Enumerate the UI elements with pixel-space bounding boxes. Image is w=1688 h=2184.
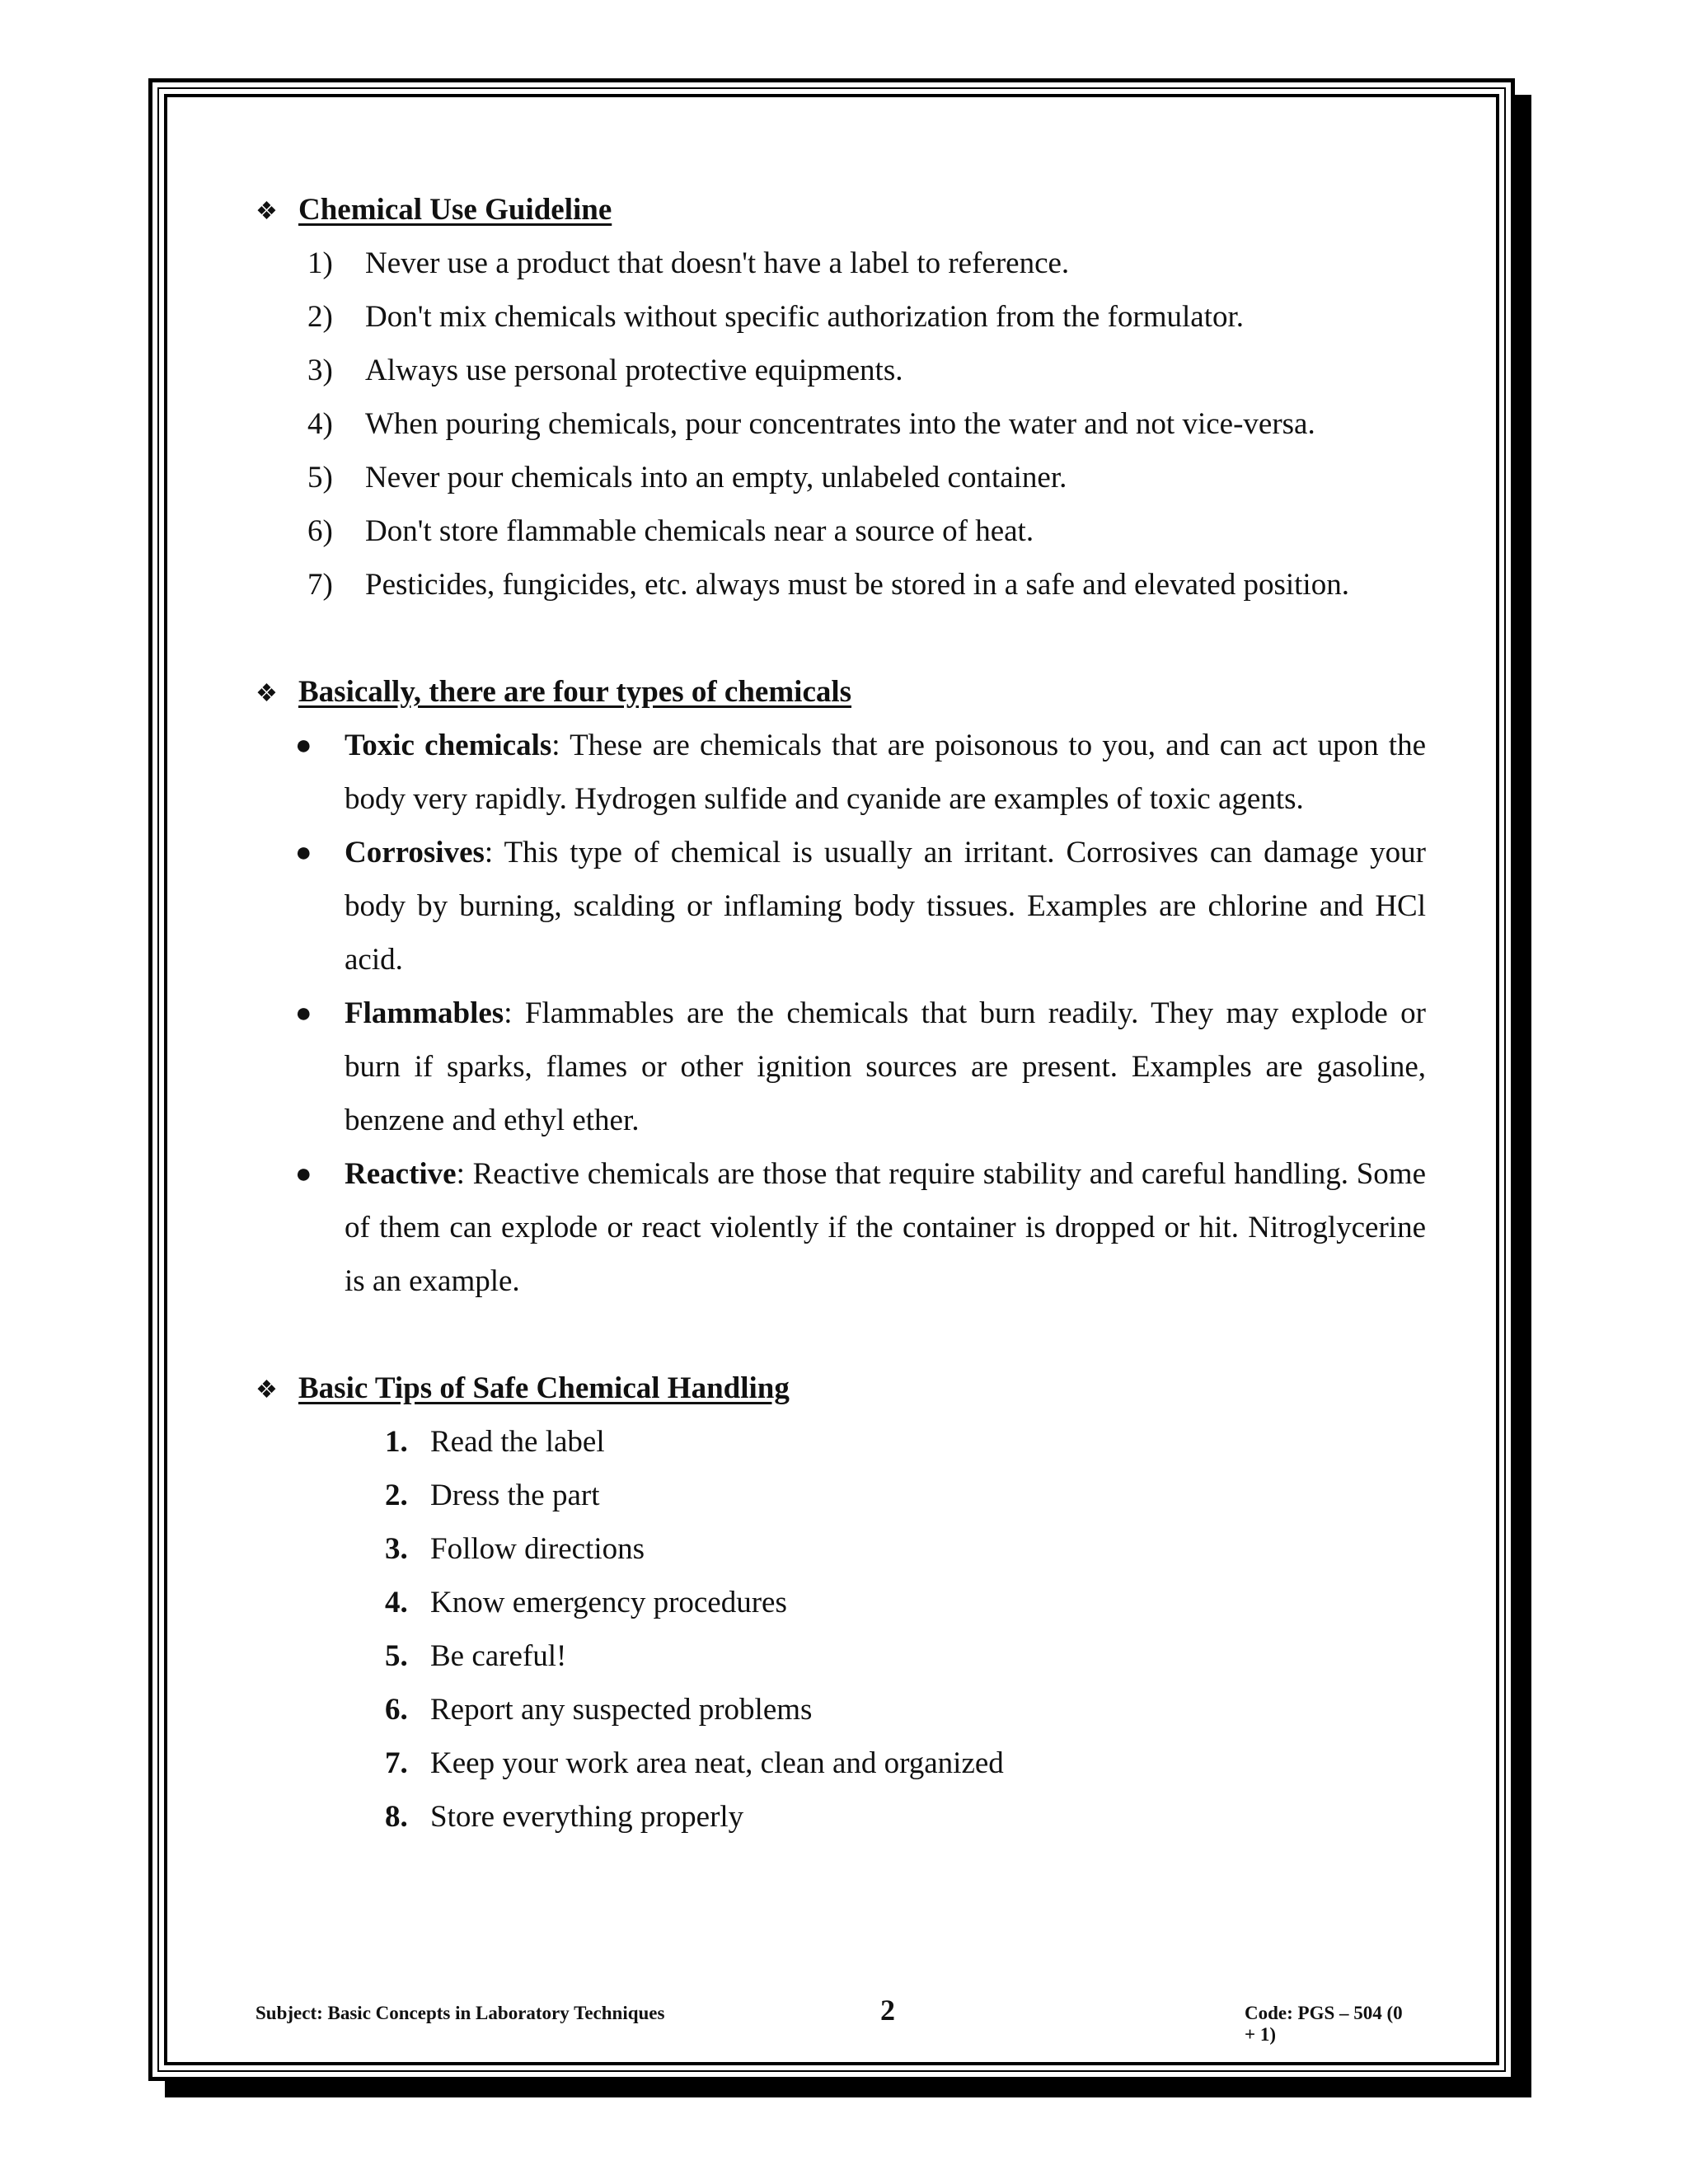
item-text: Always use personal protective equipments. [365, 354, 903, 387]
section-title: Chemical Use Guideline [298, 193, 612, 227]
footer-subject: Subject: Basic Concepts in Laboratory Techniques [256, 2003, 665, 2023]
item-text: Be careful! [430, 1639, 567, 1673]
item-number: 5) [307, 461, 333, 494]
section-title: Basically, there are four types of chemicals [298, 675, 852, 709]
list-item [256, 1576, 1442, 1629]
item-number: 3. [385, 1532, 408, 1566]
item-text: When pouring chemicals, pour concentrates into the water and not vice-versa. [365, 407, 1315, 441]
list-item [256, 1147, 1442, 1308]
list-item [256, 1469, 1442, 1522]
footer-code: Code: PGS – 504 (0 + 1) [1245, 2003, 1403, 2045]
list-item [256, 719, 1442, 826]
list-item [256, 1790, 1442, 1844]
item-text: Store everything properly [430, 1800, 744, 1834]
guideline-list [256, 237, 1442, 612]
item-number: 1. [385, 1425, 408, 1459]
item-term: Corrosives [345, 836, 485, 869]
item-number: 7. [385, 1746, 408, 1780]
section-spacer [256, 1308, 1442, 1361]
item-number: 4) [307, 407, 333, 441]
item-description: : Flammables are the chemicals that burn readily. They may explode or burn if sparks, flames or other ignition sources are present. Examples are gasoline, benzene and ethyl ether. [345, 996, 1426, 1137]
bullet-dot-icon: ● [295, 1159, 312, 1189]
item-description: : This type of chemical is usually an irritant. Corrosives can damage your body by burning, scalding or inflaming body tissues. Examples are chlorine and HCl acid. [345, 836, 1426, 977]
diamond-bullet-icon: ❖ [256, 198, 278, 225]
safe-handling-tips-list [256, 1415, 1442, 1844]
item-text: Never pour chemicals into an empty, unlabeled container. [365, 461, 1067, 494]
item-text: Follow directions [430, 1532, 645, 1566]
chemical-types-list [256, 719, 1442, 1308]
list-item [256, 504, 1442, 558]
item-number: 4. [385, 1586, 408, 1619]
item-number: 3) [307, 354, 333, 387]
bullet-dot-icon: ● [295, 837, 312, 868]
item-text: Keep your work area neat, clean and organized [430, 1746, 1004, 1780]
list-item [256, 290, 1442, 344]
list-item [256, 1683, 1442, 1736]
diamond-bullet-icon: ❖ [256, 1376, 278, 1404]
item-text [345, 719, 1426, 826]
item-number: 6. [385, 1693, 408, 1727]
item-text: Know emergency procedures [430, 1586, 787, 1619]
item-text [345, 987, 1426, 1147]
diamond-bullet-icon: ❖ [256, 680, 278, 707]
list-item [256, 1629, 1442, 1683]
item-term: Flammables [345, 996, 504, 1030]
list-item [256, 397, 1442, 451]
item-number: 8. [385, 1800, 408, 1834]
list-item [256, 1522, 1442, 1576]
item-text: Never use a product that doesn't have a label to reference. [365, 246, 1070, 280]
item-number: 6) [307, 514, 333, 548]
section-heading-chemical-types [256, 665, 1442, 719]
bullet-dot-icon: ● [295, 730, 312, 761]
item-number: 2. [385, 1479, 408, 1512]
page-footer [256, 1986, 1409, 2045]
section-title: Basic Tips of Safe Chemical Handling [298, 1371, 790, 1405]
item-text: Pesticides, fungicides, etc. always must be stored in a safe and elevated position. [365, 568, 1349, 602]
item-term: Reactive [345, 1157, 457, 1191]
section-heading-safe-handling [256, 1361, 1442, 1415]
item-description: : These are chemicals that are poisonous to you, and can act upon the body very rapidly. Hydrogen sulfide and cyanide are examples of toxic agents. [345, 729, 1427, 816]
item-description: : Reactive chemicals are those that require stability and careful handling. Some of them can explode or react violently if the container is dropped or hit. Nitroglycerine is an example. [345, 1157, 1426, 1298]
item-text: Don't mix chemicals without specific authorization from the formulator. [365, 300, 1245, 334]
item-text: Dress the part [430, 1479, 600, 1512]
item-text [345, 826, 1426, 987]
section-heading-chemical-use [256, 183, 1442, 237]
item-number: 7) [307, 568, 333, 602]
list-item [256, 451, 1442, 504]
list-item [256, 1415, 1442, 1469]
item-number: 5. [385, 1639, 408, 1673]
page-frame [148, 78, 1515, 2081]
list-item [256, 237, 1442, 290]
item-text [345, 1147, 1426, 1308]
list-item [256, 826, 1442, 987]
section-spacer [256, 612, 1442, 665]
bullet-dot-icon: ● [295, 998, 312, 1029]
item-term: Toxic chemicals [345, 729, 552, 762]
list-item [256, 1736, 1442, 1790]
item-text: Report any suspected problems [430, 1693, 813, 1727]
list-item [256, 344, 1442, 397]
list-item [256, 987, 1442, 1147]
page-number: 2 [880, 1994, 895, 2027]
page-content [256, 183, 1442, 1844]
item-text: Don't store flammable chemicals near a source of heat. [365, 514, 1034, 548]
list-item [256, 558, 1442, 612]
item-number: 2) [307, 300, 333, 334]
item-number: 1) [307, 246, 333, 280]
item-text: Read the label [430, 1425, 605, 1459]
